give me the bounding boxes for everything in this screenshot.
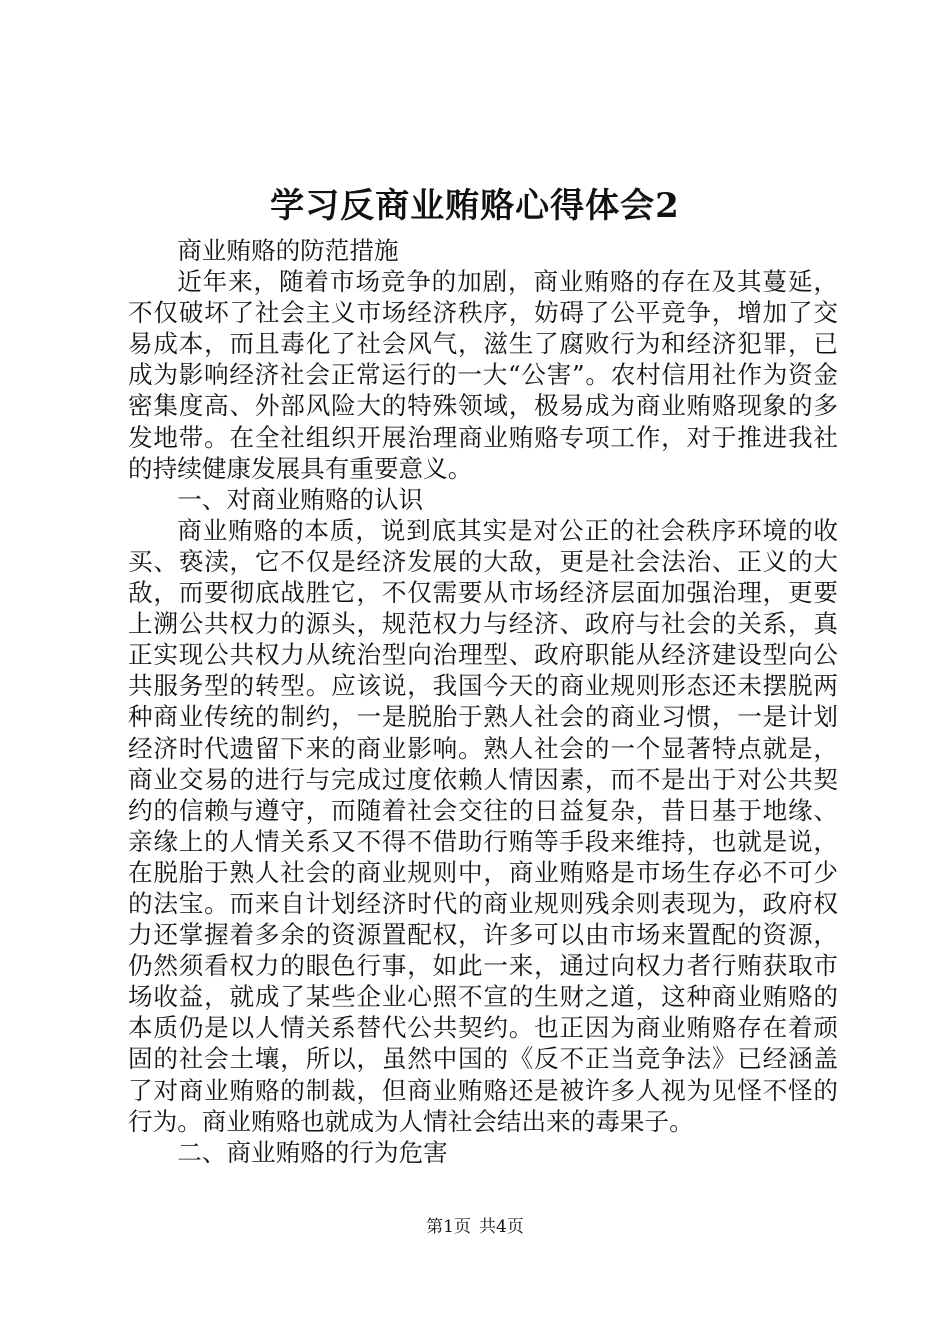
page-number: 第1页	[426, 1217, 471, 1237]
subtitle-paragraph: 商业贿赂的防范措施	[177, 236, 399, 265]
section-2-heading: 二、商业贿赂的行为危害	[177, 1137, 448, 1167]
section-1-heading: 一、对商业贿赂的认识	[177, 484, 424, 514]
page-footer	[0, 1216, 950, 1238]
document-body	[128, 235, 838, 1168]
page-total: 共4页	[479, 1217, 524, 1237]
section-1-paragraph: 商业贿赂的本质，说到底其实是对公正的社会秩序环境的收买、亵渎，它不仅是经济发展的大敌，更是社会法治、正义的大敌，而要彻底战胜它，不仅需要从市场经济层面加强治理，更要上溯公共权力的源头，规范权力与经济、政府与社会的关系，真正实现公共权力从统治型向治理型、政府职能从经济建设型向公共服务型的转型。应该说，我国今天的商业规则形态还未摆脱两种商业传统的制约，一是脱胎于熟人社会的商业习惯，一是计划经济时代遗留下来的商业影响。熟人社会的一个显著特点就是，商业交易的进行与完成过度依赖人情因素，而不是出于对公共契约的信赖与遵守，而随着社会交往的日益复杂，昔日基于地缘、亲缘上的人情关系又不得不借助行贿等手段来维持，也就是说，在脱胎于熟人社会的商业规则中，商业贿赂是市场生存必不可少的法宝。而来自计划经济时代的商业规则残余则表现为，政府权力还掌握着多余的资源置配权，许多可以由市场来置配的资源，仍然须看权力的眼色行事，如此一来，通过向权力者行贿获取市场收益，就成了某些企业心照不宣的生财之道，这种商业贿赂的本质仍是以人情关系替代公共契约。也正因为商业贿赂存在着顽固的社会土壤，所以，虽然中国的《反不正当竞争法》已经涵盖了对商业贿赂的制裁，但商业贿赂还是被许多人视为见怪不怪的行为。商业贿赂也就成为人情社会结出来的毒果子。	[128, 515, 838, 1136]
document-title: 学习反商业贿赂心得体会2	[270, 186, 680, 226]
intro-paragraph: 近年来，随着市场竞争的加剧，商业贿赂的存在及其蔓延，不仅破坏了社会主义市场经济秩序，妨碍了公平竞争，增加了交易成本，而且毒化了社会风气，滋生了腐败行为和经济犯罪，已成为影响经济社会正常运行的一大“公害”。农村信用社作为资金密集度高、外部风险大的特殊领域，极易成为商业贿赂现象的多发地带。在全社组织开展治理商业贿赂专项工作，对于推进我社的持续健康发展具有重要意义。	[128, 267, 838, 483]
